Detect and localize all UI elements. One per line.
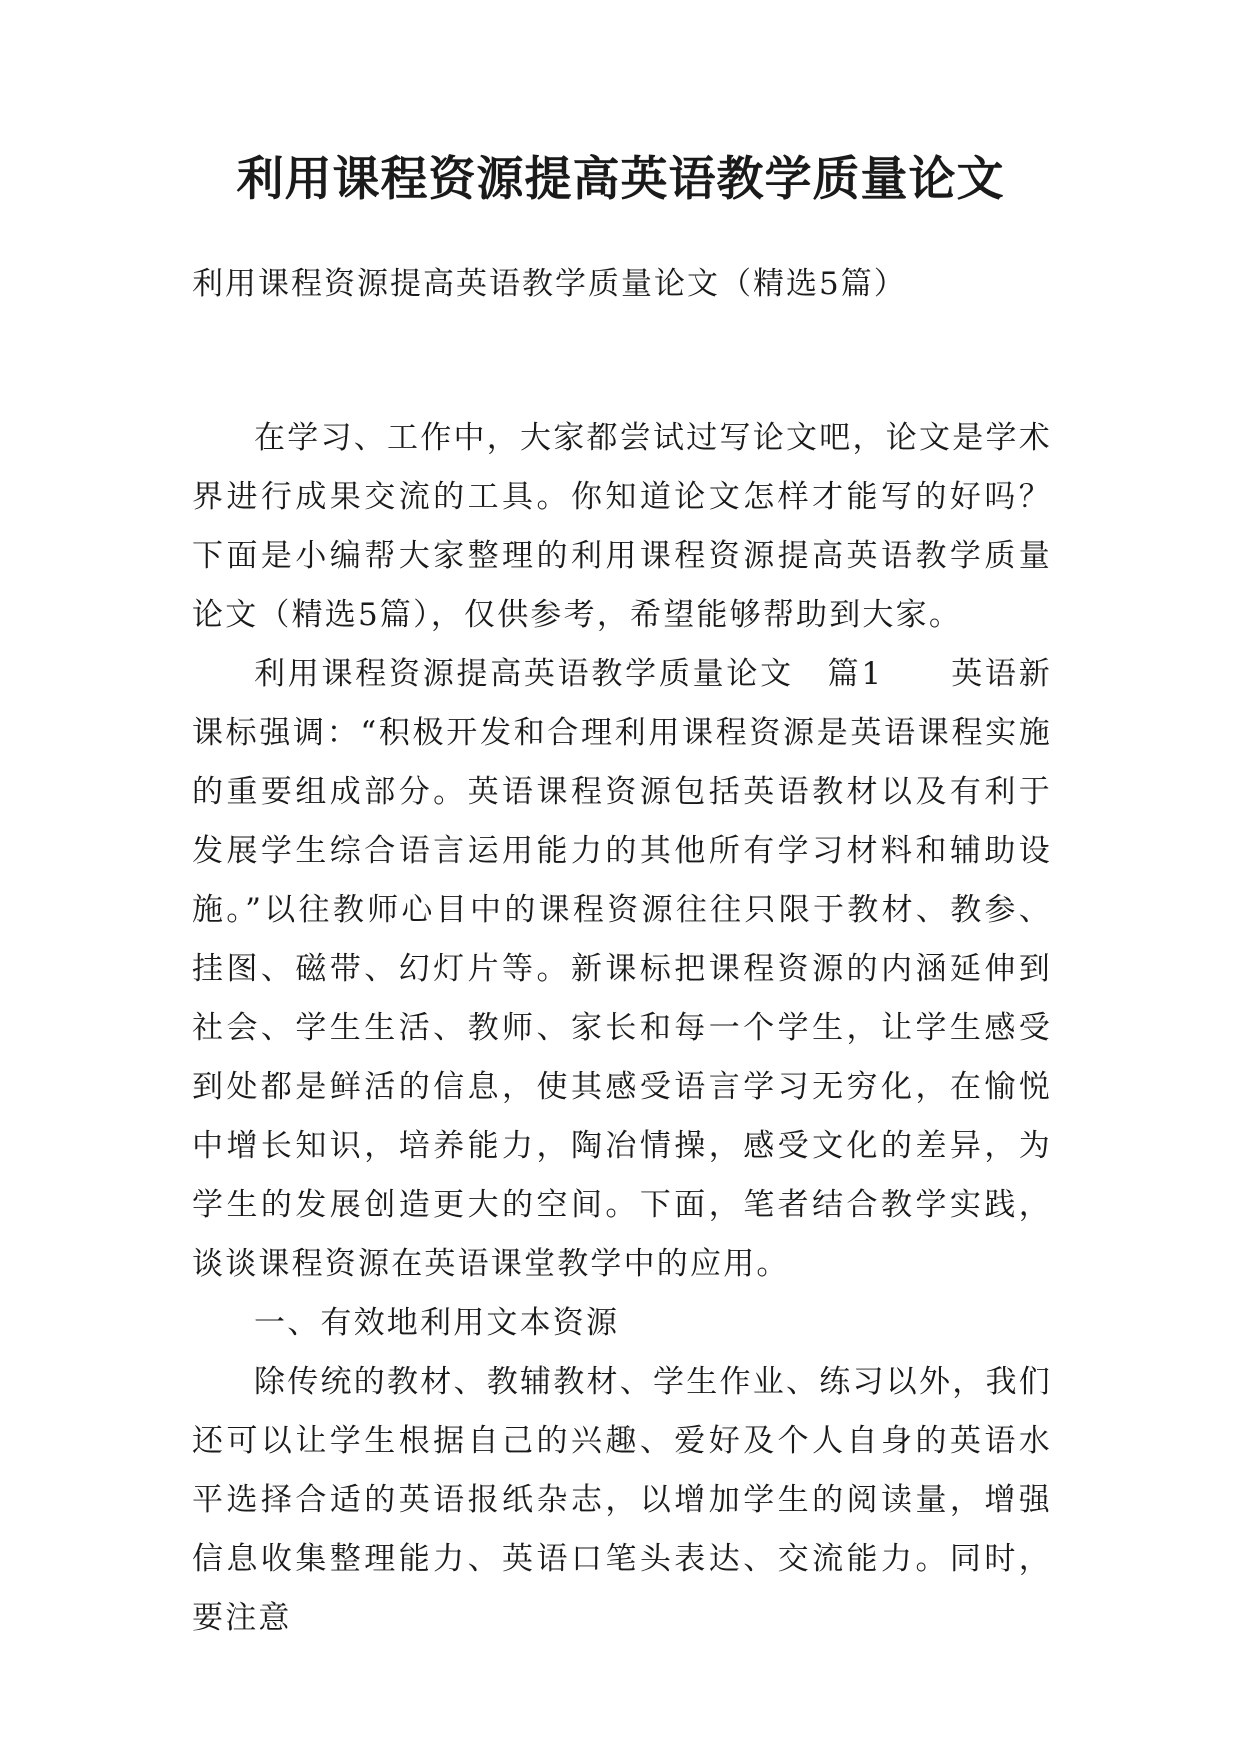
intro-paragraph: 在学习、工作中，大家都尝试过写论文吧，论文是学术界进行成果交流的工具。你知道论文怎样才能写的好吗？下面是小编帮大家整理的利用课程资源提高英语教学质量论文（精选5篇），仅供参考，希望能够帮助到大家。	[192, 420, 1052, 633]
document-body	[192, 409, 1052, 1648]
body-paragraph: 利用课程资源提高英语教学质量论文 篇1 英语新课标强调：“积极开发和合理利用课程资源是英语课程实施的重要组成部分。英语课程资源包括英语教材以及有利于发展学生综合语言运用能力的其他所有学习材料和辅助设施。”以往教师心目中的课程资源往往只限于教材、教参、挂图、磁带、幻灯片等。新课标把课程资源的内涵延伸到社会、学生生活、教师、家长和每一个学生，让学生感受到处都是鲜活的信息，使其感受语言学习无穷化，在愉悦中增长知识，培养能力，陶冶情操，感受文化的差异，为学生的发展创造更大的空间。下面，笔者结合教学实践，谈谈课程资源在英语课堂教学中的应用。	[192, 656, 1052, 1282]
document-subtitle: 利用课程资源提高英语教学质量论文（精选5篇）	[192, 266, 907, 302]
body-paragraph: 除传统的教材、教辅教材、学生作业、练习以外，我们还可以让学生根据自己的兴趣、爱好及个人自身的英语水平选择合适的英语报纸杂志，以增加学生的阅读量，增强信息收集整理能力、英语口笔头表达、交流能力。同时，要注意	[192, 1364, 1052, 1636]
document-title: 利用课程资源提高英语教学质量论文	[236, 152, 1005, 207]
section-heading: 一、有效地利用文本资源	[254, 1305, 620, 1341]
